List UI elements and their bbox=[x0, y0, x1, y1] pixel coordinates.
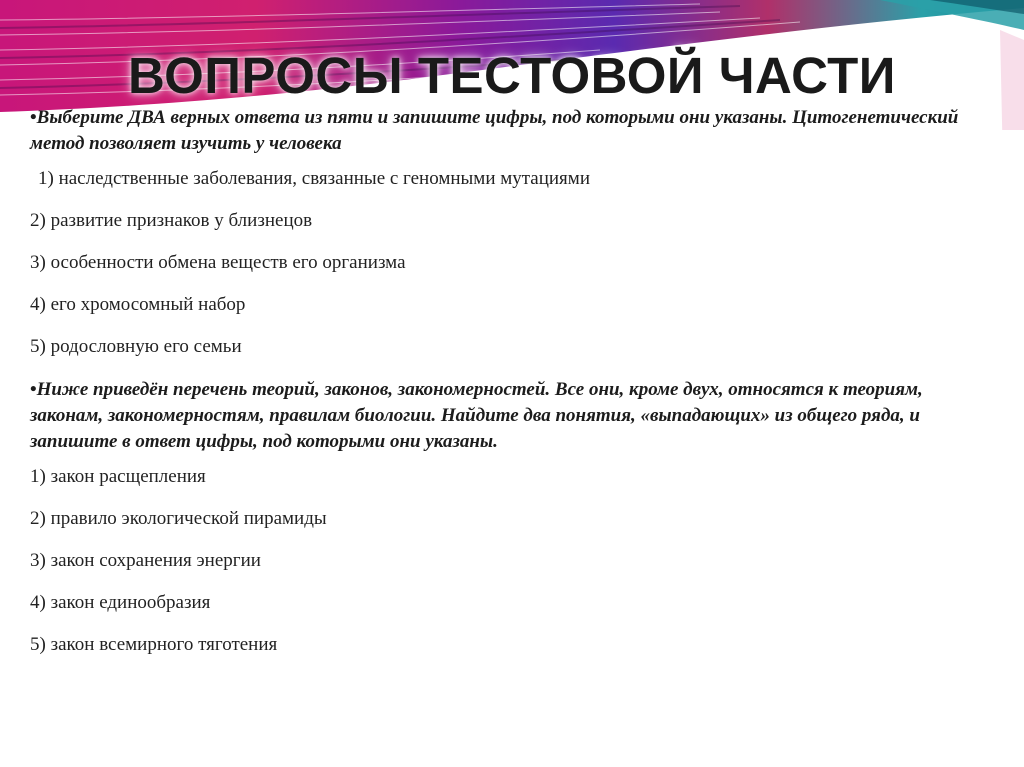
question-1 bbox=[30, 105, 990, 157]
bullet: • bbox=[30, 107, 37, 128]
q2-option-2: 2) правило экологической пирамиды bbox=[30, 508, 327, 529]
q1-option-1: 1) наследственные заболевания, связанные с геномными мутациями bbox=[38, 168, 590, 189]
q1-option-3: 3) особенности обмена веществ его организма bbox=[30, 252, 406, 273]
q2-option-5: 5) закон всемирного тяготения bbox=[30, 634, 278, 655]
q1-option-5: 5) родословную его семьи bbox=[30, 336, 242, 357]
slide-content bbox=[30, 105, 990, 675]
q1-option-4: 4) его хромосомный набор bbox=[30, 294, 246, 315]
q2-option-3: 3) закон сохранения энергии bbox=[30, 550, 261, 571]
question-2-text: Ниже приведён перечень теорий, законов, закономерностей. Все они, кроме двух, относятся к теориям, законам, закономерностям, правилам биологии. Найдите два понятия, «выпадающих» из общего ряда, и запишите в ответ цифры, под которыми они указаны. bbox=[30, 379, 923, 452]
slide-title: ВОПРОСЫ ТЕСТОВОЙ ЧАСТИ bbox=[128, 47, 896, 104]
question-2 bbox=[30, 377, 990, 455]
q1-option-2: 2) развитие признаков у близнецов bbox=[30, 210, 313, 231]
question-1-text: Выберите ДВА верных ответа из пяти и запишите цифры, под которыми они указаны. Цитогенетический метод позволяет изучить у человека bbox=[30, 107, 959, 154]
q2-option-1: 1) закон расщепления bbox=[30, 466, 206, 487]
bullet: • bbox=[30, 379, 37, 400]
q2-option-4: 4) закон единообразия bbox=[30, 592, 211, 613]
